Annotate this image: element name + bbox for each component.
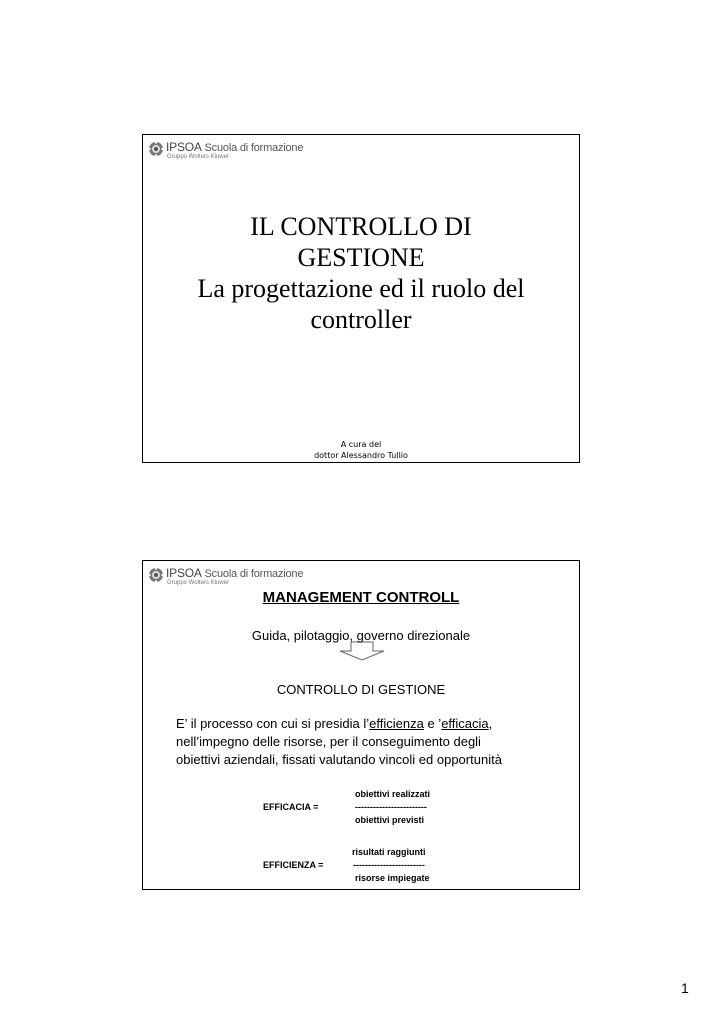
logo-brand: IPSOA Scuola di formazione	[166, 140, 304, 154]
text-run: E’ il processo con cui si presidia l’	[176, 716, 370, 731]
ipsoa-globe-icon	[148, 141, 164, 157]
credit-line: dottor Alessandro Tullio	[314, 451, 408, 460]
formula-label: EFFICACIA =	[263, 802, 319, 812]
logo-brand: IPSOA Scuola di formazione	[166, 566, 304, 580]
slide-1-title	[143, 211, 579, 335]
title-line: controller	[310, 305, 412, 334]
slide-2-subtitle: Guida, pilotaggio, governo direzionale	[251, 628, 471, 643]
slide-2	[142, 560, 580, 890]
title-line: IL CONTROLLO DI	[250, 212, 472, 241]
page-number: 1	[681, 980, 689, 996]
formula-divider: ------------------------	[353, 860, 425, 870]
logo-group: Gruppo Wolters Kluwer	[167, 154, 229, 160]
efficienza-formula	[143, 561, 579, 889]
title-line: La progettazione ed il ruolo del	[197, 274, 525, 303]
author-credit	[143, 439, 579, 461]
efficacia-term: efficacia	[441, 716, 489, 731]
definition-line: nell’impegno delle risorse, per il conseguimento degli	[176, 734, 481, 749]
formula-denominator: risorse impiegate	[355, 873, 430, 883]
formula-denominator: obiettivi previsti	[355, 815, 425, 825]
formula-numerator: obiettivi realizzati	[355, 789, 431, 799]
section-title: CONTROLLO DI GESTIONE	[276, 682, 446, 697]
logo-group: Gruppo Wolters Kluwer	[167, 580, 229, 586]
credit-line: A cura del	[340, 440, 382, 449]
slide-1	[142, 134, 580, 463]
text-run: e ’	[423, 716, 442, 731]
formula-label: EFFICIENZA =	[263, 860, 324, 870]
text-run: ,	[488, 716, 493, 731]
ipsoa-logo	[148, 140, 318, 166]
formula-numerator: risultati raggiunti	[352, 847, 426, 857]
efficienza-term: efficienza	[369, 716, 424, 731]
definition-line: obiettivi aziendali, fissati valutando vincoli ed opportunità	[176, 752, 502, 767]
title-line: GESTIONE	[297, 243, 425, 272]
formula-divider: ------------------------	[355, 802, 427, 812]
slide-2-heading: MANAGEMENT CONTROLL	[262, 589, 460, 606]
